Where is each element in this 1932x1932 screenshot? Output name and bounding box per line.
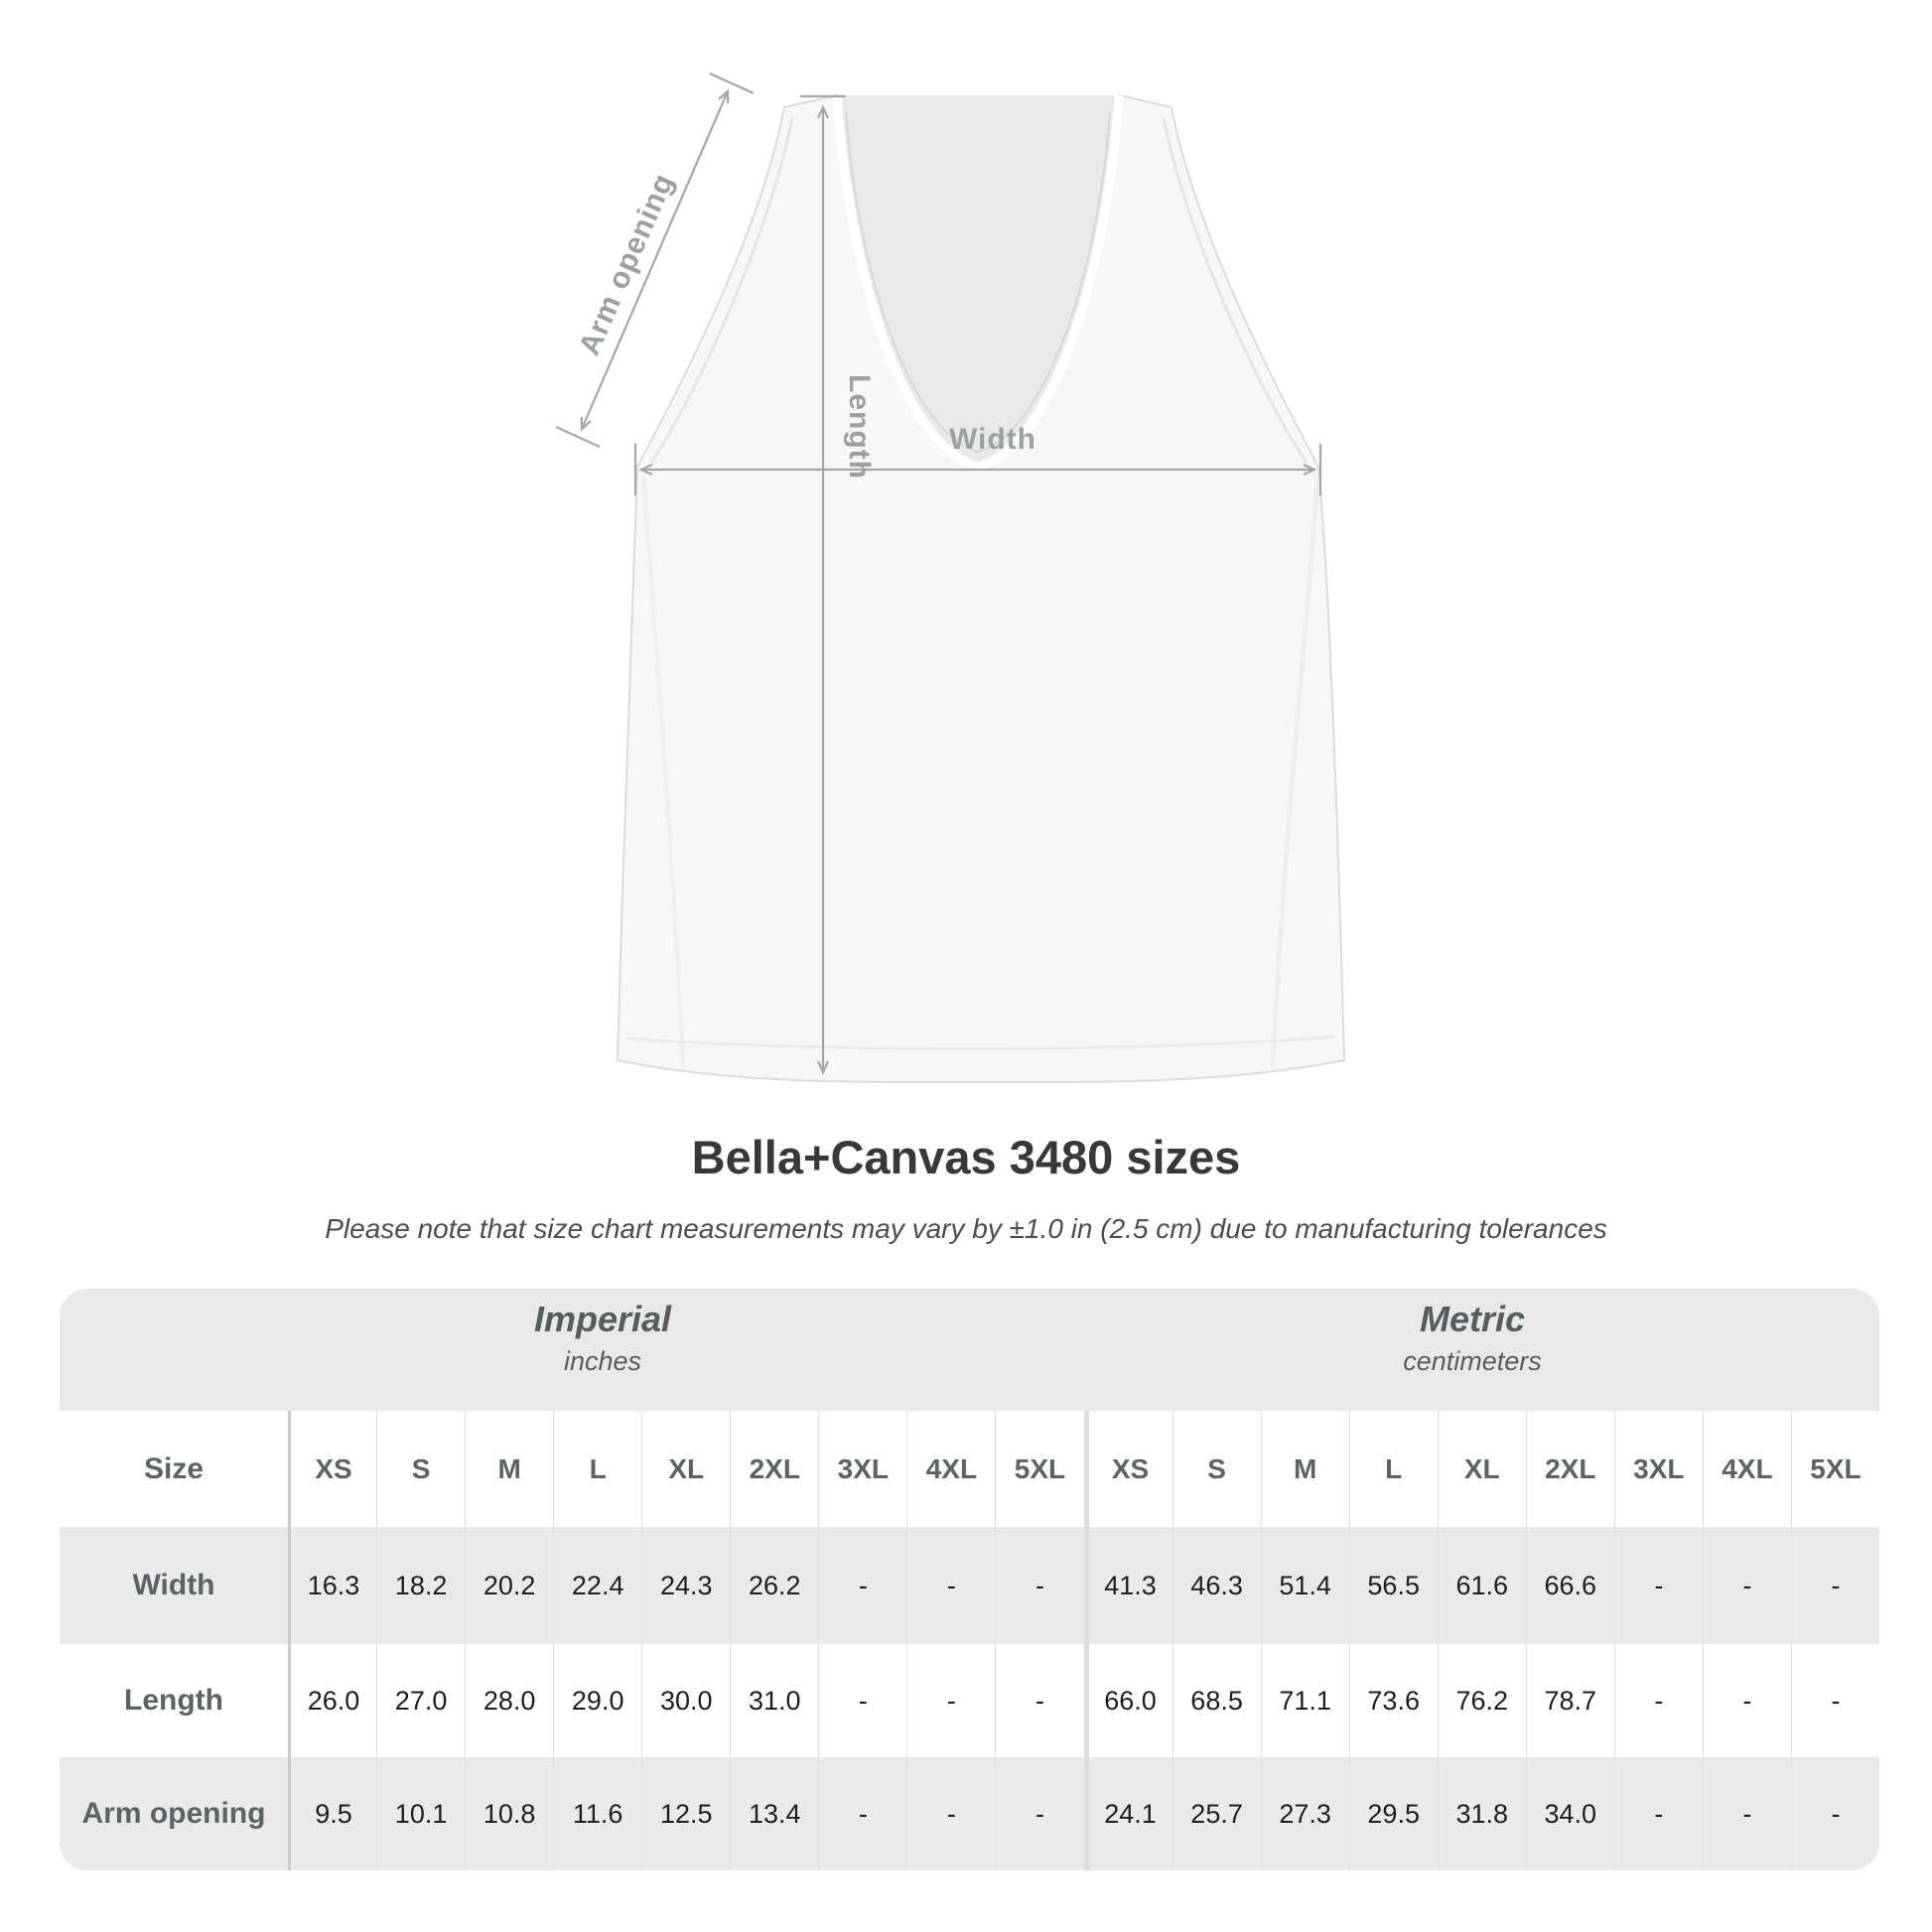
size-header-cell: 2XL	[1526, 1411, 1614, 1527]
size-header-cell: M	[1261, 1411, 1349, 1527]
corner-label: Size	[143, 1451, 205, 1485]
tolerance-note: Please note that size chart measurements may vary by ±1.0 in (2.5 cm) due to manufacturing tolerances	[325, 1213, 1607, 1244]
table-cell: 76.2	[1438, 1644, 1526, 1757]
table-cell: -	[995, 1644, 1083, 1757]
size-header-cell: 4XL	[1703, 1411, 1791, 1527]
size-header-cell: 3XL	[1614, 1411, 1703, 1527]
table-cell: -	[1791, 1644, 1879, 1757]
table-cell: 16.3	[288, 1527, 376, 1644]
table-cell: 25.7	[1173, 1757, 1261, 1870]
size-header-cell: 2XL	[730, 1411, 818, 1527]
table-cell: 56.5	[1349, 1527, 1438, 1644]
table-cell: -	[1791, 1757, 1879, 1870]
table-cell: 18.2	[376, 1527, 465, 1644]
row-label-arm-opening: Arm opening	[81, 1797, 266, 1830]
size-header-cell: S	[1173, 1411, 1261, 1527]
size-header-cell: M	[465, 1411, 553, 1527]
table-cell: 41.3	[1084, 1527, 1173, 1644]
table-cell: 66.0	[1084, 1644, 1173, 1757]
table-cell: 68.5	[1173, 1644, 1261, 1757]
table-cell: 27.3	[1261, 1757, 1349, 1870]
metric-section-header	[1403, 1299, 1542, 1377]
size-header-cell: 4XL	[906, 1411, 995, 1527]
size-header-row	[60, 1411, 1879, 1527]
table-row-arm-opening	[60, 1757, 1879, 1870]
table-cell: 61.6	[1438, 1527, 1526, 1644]
table-cell: 31.8	[1438, 1757, 1526, 1870]
table-cell: -	[906, 1527, 995, 1644]
size-table	[60, 1289, 1879, 1870]
imperial-section-header	[534, 1299, 671, 1377]
table-cell: 20.2	[465, 1527, 553, 1644]
size-header-cell: XL	[641, 1411, 730, 1527]
table-cell: 10.8	[465, 1757, 553, 1870]
size-header-cell: XS	[1084, 1411, 1173, 1527]
table-cell: 22.4	[553, 1527, 641, 1644]
length-label: Length	[843, 374, 876, 480]
page-title: Bella+Canvas 3480 sizes	[691, 1131, 1241, 1183]
table-cell: 27.0	[376, 1644, 465, 1757]
table-cell: -	[1703, 1527, 1791, 1644]
size-header-cell: L	[553, 1411, 641, 1527]
table-cell: -	[1791, 1527, 1879, 1644]
table-cell: 30.0	[641, 1644, 730, 1757]
table-cell: -	[1614, 1644, 1703, 1757]
table-cell: 13.4	[730, 1757, 818, 1870]
table-cell: 10.1	[376, 1757, 465, 1870]
table-cell: 71.1	[1261, 1644, 1349, 1757]
size-header-cell: S	[376, 1411, 465, 1527]
table-cell: -	[1703, 1757, 1791, 1870]
table-cell: -	[995, 1527, 1083, 1644]
table-cell: -	[906, 1644, 995, 1757]
imperial-label: Imperial	[533, 1299, 672, 1339]
size-header-cell: 3XL	[818, 1411, 906, 1527]
table-cell: 24.3	[641, 1527, 730, 1644]
table-cell: 73.6	[1349, 1644, 1438, 1757]
table-cell: 34.0	[1526, 1757, 1614, 1870]
table-cell: -	[818, 1527, 906, 1644]
table-cell: 51.4	[1261, 1527, 1349, 1644]
size-header-cell: XL	[1438, 1411, 1526, 1527]
table-row-width	[60, 1527, 1879, 1644]
arm-opening-label: Arm opening	[573, 168, 681, 360]
unit-header-strip	[60, 1289, 1879, 1411]
size-header-cell: 5XL	[1791, 1411, 1879, 1527]
table-cell: 66.6	[1526, 1527, 1614, 1644]
table-cell: -	[995, 1757, 1083, 1870]
imperial-unit-label: inches	[563, 1346, 642, 1377]
table-cell: 9.5	[288, 1757, 376, 1870]
row-label-length: Length	[124, 1684, 223, 1717]
table-cell: 29.5	[1349, 1757, 1438, 1870]
table-cell: -	[818, 1757, 906, 1870]
size-header-cell: 5XL	[995, 1411, 1083, 1527]
metric-label: Metric	[1419, 1299, 1526, 1339]
table-cell: 12.5	[641, 1757, 730, 1870]
table-cell: -	[1614, 1527, 1703, 1644]
table-cell: 78.7	[1526, 1644, 1614, 1757]
table-cell: 28.0	[465, 1644, 553, 1757]
table-cell: 24.1	[1084, 1757, 1173, 1870]
size-header-cell: XS	[288, 1411, 376, 1527]
table-row-length	[60, 1644, 1879, 1757]
table-cell: -	[906, 1757, 995, 1870]
table-cell: -	[1703, 1644, 1791, 1757]
table-cell: -	[818, 1644, 906, 1757]
row-label-width: Width	[132, 1569, 215, 1601]
table-cell: 26.0	[288, 1644, 376, 1757]
table-cell: 29.0	[553, 1644, 641, 1757]
metric-unit-label: centimeters	[1403, 1346, 1542, 1377]
table-cell: -	[1614, 1757, 1703, 1870]
table-cell: 11.6	[553, 1757, 641, 1870]
size-header-cell: L	[1349, 1411, 1438, 1527]
table-cell: 31.0	[730, 1644, 818, 1757]
table-cell: 46.3	[1173, 1527, 1261, 1644]
table-cell: 26.2	[730, 1527, 818, 1644]
width-label: Width	[948, 423, 1037, 456]
